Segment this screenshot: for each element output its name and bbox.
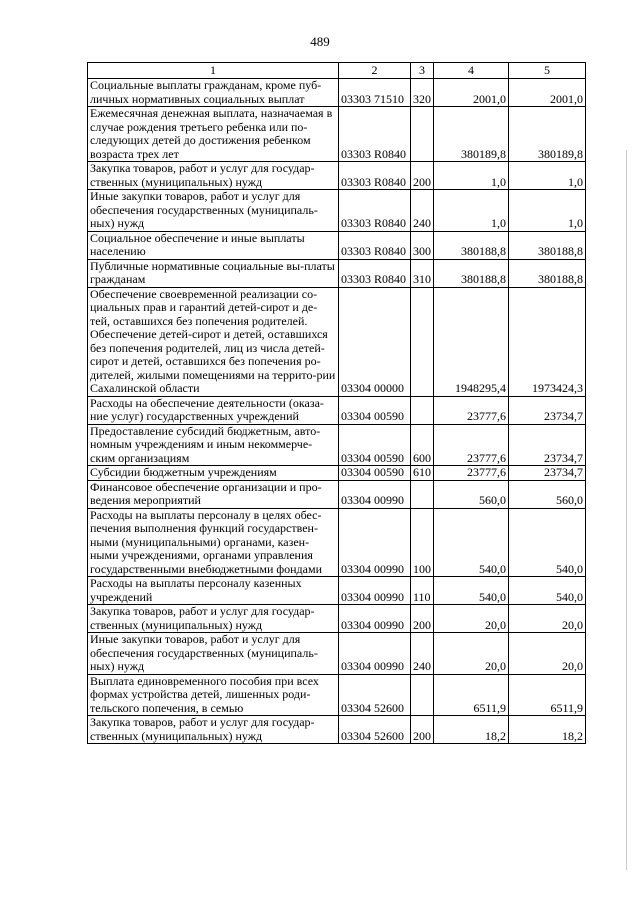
expense-type: 240 xyxy=(411,633,434,675)
expense-type xyxy=(411,107,434,162)
page-number: 489 xyxy=(310,34,330,49)
amount-col-5: 6511,9 xyxy=(509,674,586,716)
table-row xyxy=(88,466,586,481)
amount-col-5: 23734,7 xyxy=(509,466,586,481)
target-code: 03304 00000 xyxy=(339,287,411,396)
amount-col-4: 560,0 xyxy=(434,480,509,508)
table-header-row xyxy=(88,63,586,79)
target-code: 03304 00590 xyxy=(339,466,411,481)
target-code: 03304 00990 xyxy=(339,605,411,633)
expense-name: Ежемесячная денежная выплата, назначаемая в случае рождения третьего ребенка или по-следующих детей до достижения ребенком возраста трех лет xyxy=(88,107,339,162)
expense-type: 320 xyxy=(411,79,434,107)
expense-name: Расходы на выплаты персоналу казенных учреждений xyxy=(88,577,339,605)
table-row xyxy=(88,231,586,259)
amount-col-4: 20,0 xyxy=(434,605,509,633)
expense-type: 310 xyxy=(411,259,434,287)
table-row xyxy=(88,633,586,675)
amount-col-4: 6511,9 xyxy=(434,674,509,716)
amount-col-4: 380188,8 xyxy=(434,259,509,287)
expense-type xyxy=(411,674,434,716)
table-row xyxy=(88,79,586,107)
expense-type: 600 xyxy=(411,424,434,466)
amount-col-4: 23777,6 xyxy=(434,424,509,466)
amount-col-5: 20,0 xyxy=(509,605,586,633)
expense-name: Социальное обеспечение и иные выплаты населению xyxy=(88,231,339,259)
expense-type: 300 xyxy=(411,231,434,259)
expense-name: Социальные выплаты гражданам, кроме пуб-личных нормативных социальных выплат xyxy=(88,79,339,107)
column-header-2: 2 xyxy=(339,63,411,79)
amount-col-5: 1,0 xyxy=(509,162,586,190)
amount-col-4: 2001,0 xyxy=(434,79,509,107)
expense-type: 200 xyxy=(411,162,434,190)
table-row xyxy=(88,287,586,396)
target-code: 03304 00990 xyxy=(339,633,411,675)
table-row xyxy=(88,259,586,287)
amount-col-5: 560,0 xyxy=(509,480,586,508)
table-row xyxy=(88,716,586,744)
expense-name: Обеспечение своевременной реализации со-циальных прав и гарантий детей-сирот и де-тей, оставшихся без попечения родителей. Обеспечение детей-сирот и детей, оставшихся без попечения родителей, лиц из числа детей-сирот и детей, оставшихся без попечения ро-дителей, жилыми помещениями на террито-рии Сахалинской области xyxy=(88,287,339,396)
expense-name: Иные закупки товаров, работ и услуг для обеспечения государственных (муниципаль-ных) нужд xyxy=(88,633,339,675)
expense-type xyxy=(411,287,434,396)
table-row xyxy=(88,190,586,232)
expense-name: Расходы на выплаты персоналу в целях обес-печения выполнения функций государствен-ными (муниципальными) органами, казен-ными учреждениями, органами управления государственными внебюджетными фондами xyxy=(88,508,339,577)
table-row xyxy=(88,480,586,508)
amount-col-5: 1,0 xyxy=(509,190,586,232)
table-row xyxy=(88,605,586,633)
expense-type: 610 xyxy=(411,466,434,481)
amount-col-4: 380189,8 xyxy=(434,107,509,162)
target-code: 03303 71510 xyxy=(339,79,411,107)
expense-name: Закупка товаров, работ и услуг для государ-ственных (муниципальных) нужд xyxy=(88,162,339,190)
amount-col-5: 380188,8 xyxy=(509,259,586,287)
target-code: 03304 52600 xyxy=(339,716,411,744)
amount-col-4: 20,0 xyxy=(434,633,509,675)
expense-name: Финансовое обеспечение организации и про-ведения мероприятий xyxy=(88,480,339,508)
target-code: 03304 00590 xyxy=(339,424,411,466)
expense-name: Иные закупки товаров, работ и услуг для обеспечения государственных (муниципаль-ных) нужд xyxy=(88,190,339,232)
amount-col-4: 1948295,4 xyxy=(434,287,509,396)
expense-name: Субсидии бюджетным учреждениям xyxy=(88,466,339,481)
table-row xyxy=(88,424,586,466)
expense-type: 240 xyxy=(411,190,434,232)
table-row xyxy=(88,508,586,577)
target-code: 03303 R0840 xyxy=(339,162,411,190)
amount-col-4: 18,2 xyxy=(434,716,509,744)
target-code: 03303 R0840 xyxy=(339,107,411,162)
column-header-3: 3 xyxy=(411,63,434,79)
amount-col-4: 540,0 xyxy=(434,577,509,605)
amount-col-5: 540,0 xyxy=(509,577,586,605)
expense-name: Публичные нормативные социальные вы-платы гражданам xyxy=(88,259,339,287)
target-code: 03304 00990 xyxy=(339,577,411,605)
amount-col-4: 1,0 xyxy=(434,190,509,232)
target-code: 03304 00990 xyxy=(339,480,411,508)
budget-table xyxy=(87,62,586,744)
target-code: 03303 R0840 xyxy=(339,259,411,287)
expense-type xyxy=(411,396,434,424)
expense-name: Выплата единовременного пособия при всех формах устройства детей, лишенных роди-тельского попечения, в семью xyxy=(88,674,339,716)
amount-col-5: 380188,8 xyxy=(509,231,586,259)
table-row xyxy=(88,162,586,190)
amount-col-5: 1973424,3 xyxy=(509,287,586,396)
amount-col-4: 23777,6 xyxy=(434,396,509,424)
target-code: 03304 00590 xyxy=(339,396,411,424)
amount-col-5: 20,0 xyxy=(509,633,586,675)
amount-col-5: 18,2 xyxy=(509,716,586,744)
table-row xyxy=(88,577,586,605)
amount-col-4: 540,0 xyxy=(434,508,509,577)
amount-col-4: 380188,8 xyxy=(434,231,509,259)
expense-type: 110 xyxy=(411,577,434,605)
expense-name: Предоставление субсидий бюджетным, авто-номным учреждениям и иным некоммерче-ским организациям xyxy=(88,424,339,466)
amount-col-4: 1,0 xyxy=(434,162,509,190)
expense-type: 200 xyxy=(411,716,434,744)
table-row xyxy=(88,107,586,162)
expense-type xyxy=(411,480,434,508)
amount-col-5: 2001,0 xyxy=(509,79,586,107)
page-edge-line xyxy=(626,150,627,870)
target-code: 03303 R0840 xyxy=(339,190,411,232)
amount-col-5: 23734,7 xyxy=(509,396,586,424)
target-code: 03304 00990 xyxy=(339,508,411,577)
expense-type: 200 xyxy=(411,605,434,633)
amount-col-5: 380189,8 xyxy=(509,107,586,162)
column-header-1: 1 xyxy=(88,63,339,79)
amount-col-5: 23734,7 xyxy=(509,424,586,466)
expense-type: 100 xyxy=(411,508,434,577)
column-header-4: 4 xyxy=(434,63,509,79)
expense-name: Закупка товаров, работ и услуг для государ-ственных (муниципальных) нужд xyxy=(88,716,339,744)
table-row xyxy=(88,396,586,424)
expense-name: Закупка товаров, работ и услуг для государ-ственных (муниципальных) нужд xyxy=(88,605,339,633)
expense-name: Расходы на обеспечение деятельности (оказа-ние услуг) государственных учреждений xyxy=(88,396,339,424)
amount-col-5: 540,0 xyxy=(509,508,586,577)
amount-col-4: 23777,6 xyxy=(434,466,509,481)
column-header-5: 5 xyxy=(509,63,586,79)
target-code: 03303 R0840 xyxy=(339,231,411,259)
table-row xyxy=(88,674,586,716)
target-code: 03304 52600 xyxy=(339,674,411,716)
